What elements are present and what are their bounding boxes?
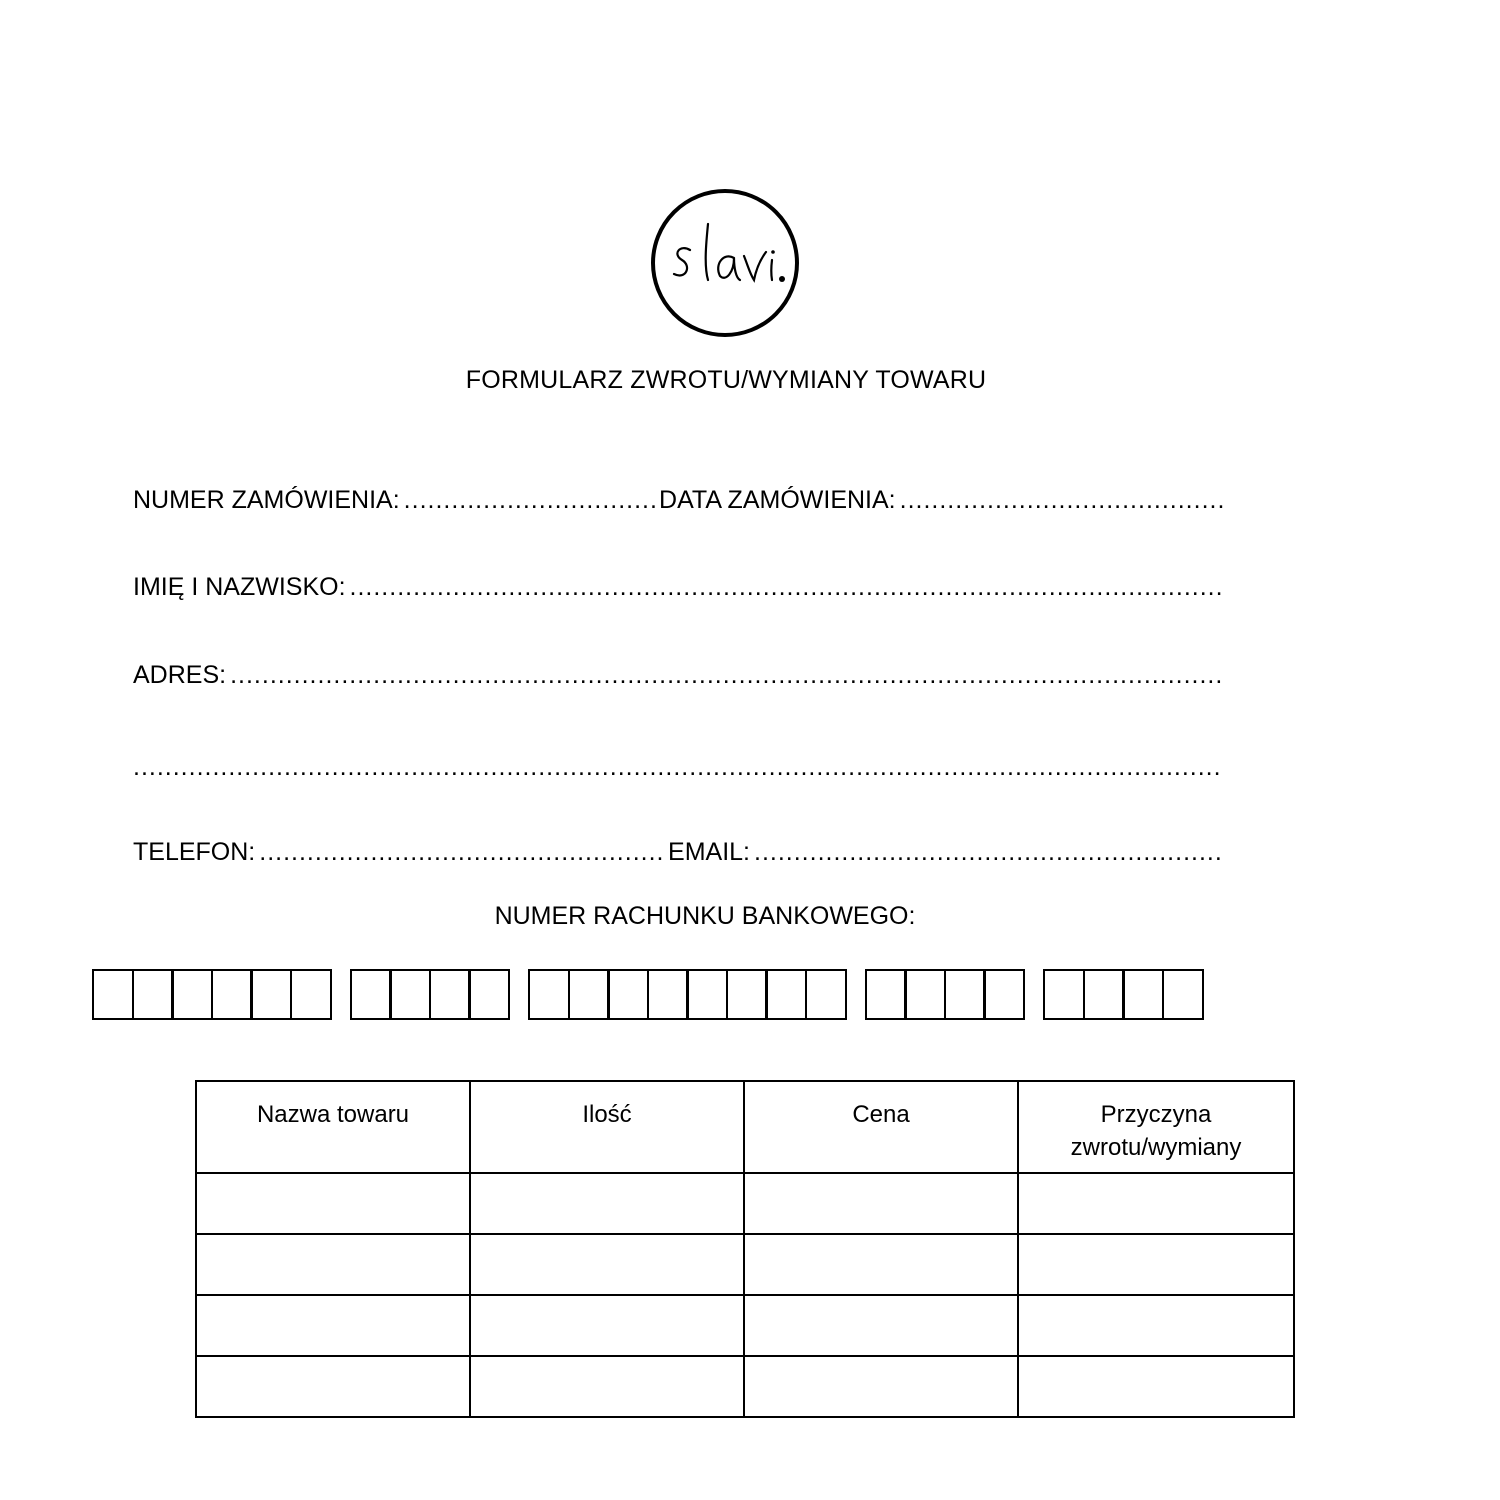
items-table (195, 1080, 1295, 1418)
bank-digit-box[interactable] (211, 969, 253, 1020)
bank-digit-box[interactable] (865, 969, 907, 1020)
order-row (133, 486, 1223, 515)
table-cell[interactable] (196, 1295, 470, 1356)
table-cell[interactable] (470, 1234, 744, 1295)
table-cell[interactable] (744, 1173, 1018, 1234)
col-header-price: Cena (744, 1081, 1018, 1173)
bank-box-group (528, 969, 847, 1020)
bank-digit-box[interactable] (1083, 969, 1125, 1020)
name-label: IMIĘ I NAZWISKO: (133, 573, 346, 601)
address-field-line-2[interactable] (133, 753, 1223, 782)
bank-digit-box[interactable] (132, 969, 174, 1020)
table-cell[interactable] (196, 1234, 470, 1295)
bank-digit-box[interactable] (647, 969, 689, 1020)
table-cell[interactable] (1018, 1295, 1294, 1356)
email-field[interactable] (668, 838, 1223, 867)
contact-row (133, 838, 1223, 867)
order-number-label: NUMER ZAMÓWIENIA: (133, 486, 400, 514)
bank-digit-box[interactable] (686, 969, 728, 1020)
slavi-circle-logo-icon (650, 188, 800, 338)
bank-box-group (1043, 969, 1204, 1020)
table-cell[interactable] (744, 1234, 1018, 1295)
table-row (196, 1356, 1294, 1417)
bank-digit-box[interactable] (726, 969, 768, 1020)
phone-field[interactable] (133, 838, 666, 867)
bank-digit-box[interactable] (290, 969, 332, 1020)
bank-box-group (350, 969, 511, 1020)
bank-digit-box[interactable] (389, 969, 431, 1020)
bank-digit-box[interactable] (429, 969, 471, 1020)
bank-digit-box[interactable] (904, 969, 946, 1020)
address-field[interactable] (133, 661, 1223, 690)
table-cell[interactable] (196, 1356, 470, 1417)
table-cell[interactable] (744, 1295, 1018, 1356)
bank-digit-box[interactable] (1043, 969, 1085, 1020)
bank-digit-box[interactable] (468, 969, 510, 1020)
bank-digit-box[interactable] (805, 969, 847, 1020)
bank-digit-box[interactable] (765, 969, 807, 1020)
form-title: FORMULARZ ZWROTU/WYMIANY TOWARU (465, 366, 987, 394)
table-row (196, 1234, 1294, 1295)
bank-box-group (92, 969, 332, 1020)
address-label: ADRES: (133, 661, 227, 689)
slavi-logo (650, 188, 800, 338)
phone-label: TELEFON: (133, 838, 256, 866)
table-header-row (196, 1081, 1294, 1173)
col-header-product-name: Nazwa towaru (196, 1081, 470, 1173)
table-cell[interactable] (470, 1173, 744, 1234)
bank-account-boxes (92, 969, 1204, 1020)
bank-box-group (865, 969, 1026, 1020)
bank-digit-box[interactable] (1122, 969, 1164, 1020)
name-field[interactable] (133, 573, 1223, 602)
order-date-label: DATA ZAMÓWIENIA: (659, 486, 896, 514)
bank-digit-box[interactable] (92, 969, 134, 1020)
table-cell[interactable] (1018, 1356, 1294, 1417)
bank-digit-box[interactable] (528, 969, 570, 1020)
bank-digit-box[interactable] (607, 969, 649, 1020)
table-row (196, 1173, 1294, 1234)
col-header-quantity: Ilość (470, 1081, 744, 1173)
bank-digit-box[interactable] (350, 969, 392, 1020)
table-cell[interactable] (196, 1173, 470, 1234)
bank-digit-box[interactable] (250, 969, 292, 1020)
col-header-reason: Przyczyna zwrotu/wymiany (1018, 1081, 1294, 1173)
table-row (196, 1295, 1294, 1356)
order-date-field[interactable] (659, 486, 1223, 515)
table-cell[interactable] (1018, 1173, 1294, 1234)
bank-account-label: NUMER RACHUNKU BANKOWEGO: (494, 902, 916, 930)
table-cell[interactable] (1018, 1234, 1294, 1295)
order-number-field[interactable] (133, 486, 657, 515)
bank-digit-box[interactable] (944, 969, 986, 1020)
table-cell[interactable] (744, 1356, 1018, 1417)
table-cell[interactable] (470, 1295, 744, 1356)
bank-digit-box[interactable] (983, 969, 1025, 1020)
bank-digit-box[interactable] (1162, 969, 1204, 1020)
email-label: EMAIL: (668, 838, 750, 866)
bank-digit-box[interactable] (568, 969, 610, 1020)
bank-digit-box[interactable] (171, 969, 213, 1020)
table-cell[interactable] (470, 1356, 744, 1417)
